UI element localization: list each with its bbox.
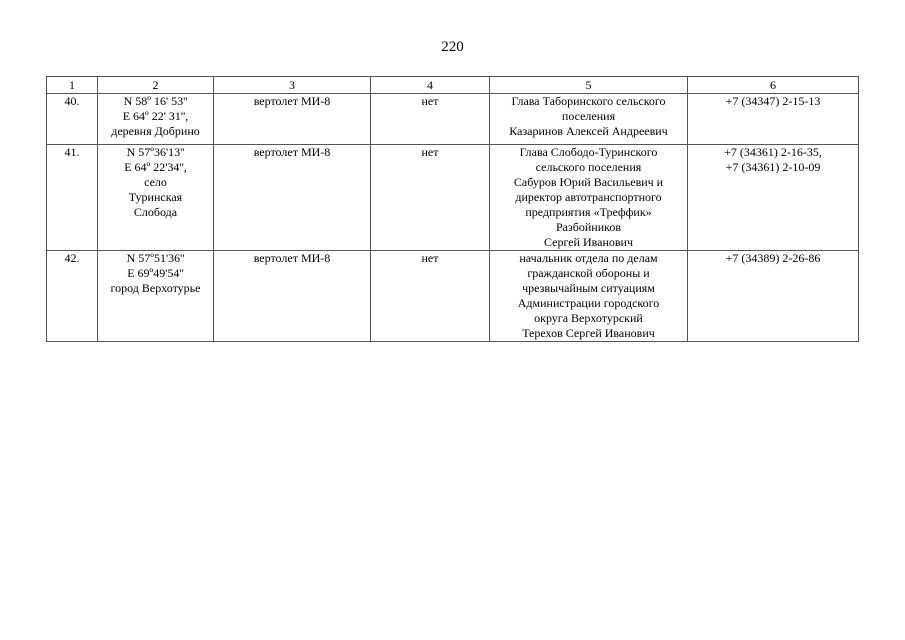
row-number-cell: 41.: [47, 145, 98, 251]
transport-cell: вертолет МИ-8: [214, 145, 371, 251]
availability-cell: нет: [371, 251, 490, 342]
contact-line: Администрации городского: [517, 296, 660, 310]
coordinates-line: E 64º 22'34'',: [124, 160, 187, 174]
phone-cell: [688, 145, 859, 251]
row-number-cell: 40.: [47, 94, 98, 145]
page-number: 220: [441, 39, 464, 55]
phone-cell: [688, 94, 859, 145]
coordinates-line: E 69º49'54'': [127, 266, 184, 280]
table-row: [47, 251, 859, 342]
column-header: 1: [47, 77, 98, 94]
coordinates-line: N 58º 16' 53'': [123, 94, 188, 108]
phone-cell: [688, 251, 859, 342]
coordinates-line: Туринская: [128, 190, 183, 204]
contact-line: Терехов Сергей Иванович: [522, 326, 655, 340]
phone-line: +7 (34389) 2-26-86: [725, 251, 821, 265]
phone-line: +7 (34361) 2-10-09: [725, 160, 821, 174]
contact-cell: [490, 94, 688, 145]
coordinates-line: деревня Добрино: [111, 124, 200, 138]
column-header: 5: [490, 77, 688, 94]
contact-line: Сабуров Юрий Васильевич и: [513, 175, 664, 189]
contact-cell: [490, 145, 688, 251]
transport-cell: вертолет МИ-8: [214, 94, 371, 145]
contact-line: округа Верхотурский: [534, 311, 643, 325]
contact-line: директор автотранспортного: [515, 190, 662, 204]
data-table: [46, 76, 859, 342]
contact-line: сельского поселения: [535, 160, 642, 174]
contact-line: начальник отдела по делам: [519, 251, 658, 265]
contact-line: Глава Слободо-Туринского: [519, 145, 658, 159]
contact-line: гражданской обороны и: [527, 266, 650, 280]
phone-line: +7 (34347) 2-15-13: [725, 94, 821, 108]
column-header: 2: [98, 77, 214, 94]
contact-line: поселения: [561, 109, 616, 123]
contact-line: Сергей Иванович: [543, 235, 634, 249]
contact-line: предприятия «Треффик»: [525, 205, 652, 219]
column-header: 3: [214, 77, 371, 94]
transport-cell: вертолет МИ-8: [214, 251, 371, 342]
coordinates-line: Слобода: [133, 205, 178, 219]
table-row: [47, 94, 859, 145]
contact-line: чрезвычайным ситуациям: [522, 281, 655, 295]
contact-line: Глава Таборинского сельского: [511, 94, 666, 108]
contact-line: Разбойников: [556, 220, 621, 234]
phone-line: +7 (34361) 2-16-35,: [724, 145, 822, 159]
column-header: 4: [371, 77, 490, 94]
coordinates-line: E 64º 22' 31'',: [122, 109, 189, 123]
coordinates-line: N 57º36'13'': [126, 145, 185, 159]
table-row: [47, 145, 859, 251]
coordinates-line: N 57º51'36'': [126, 251, 185, 265]
contact-cell: [490, 251, 688, 342]
coordinates-line: село: [144, 175, 167, 189]
availability-cell: нет: [371, 145, 490, 251]
table-header-row: [47, 77, 859, 94]
coordinates-cell: [98, 251, 214, 342]
availability-cell: нет: [371, 94, 490, 145]
row-number-cell: 42.: [47, 251, 98, 342]
coordinates-cell: [98, 145, 214, 251]
coordinates-cell: [98, 94, 214, 145]
contact-line: Казаринов Алексей Андреевич: [509, 124, 668, 138]
column-header: 6: [688, 77, 859, 94]
coordinates-line: город Верхотурье: [110, 281, 201, 295]
